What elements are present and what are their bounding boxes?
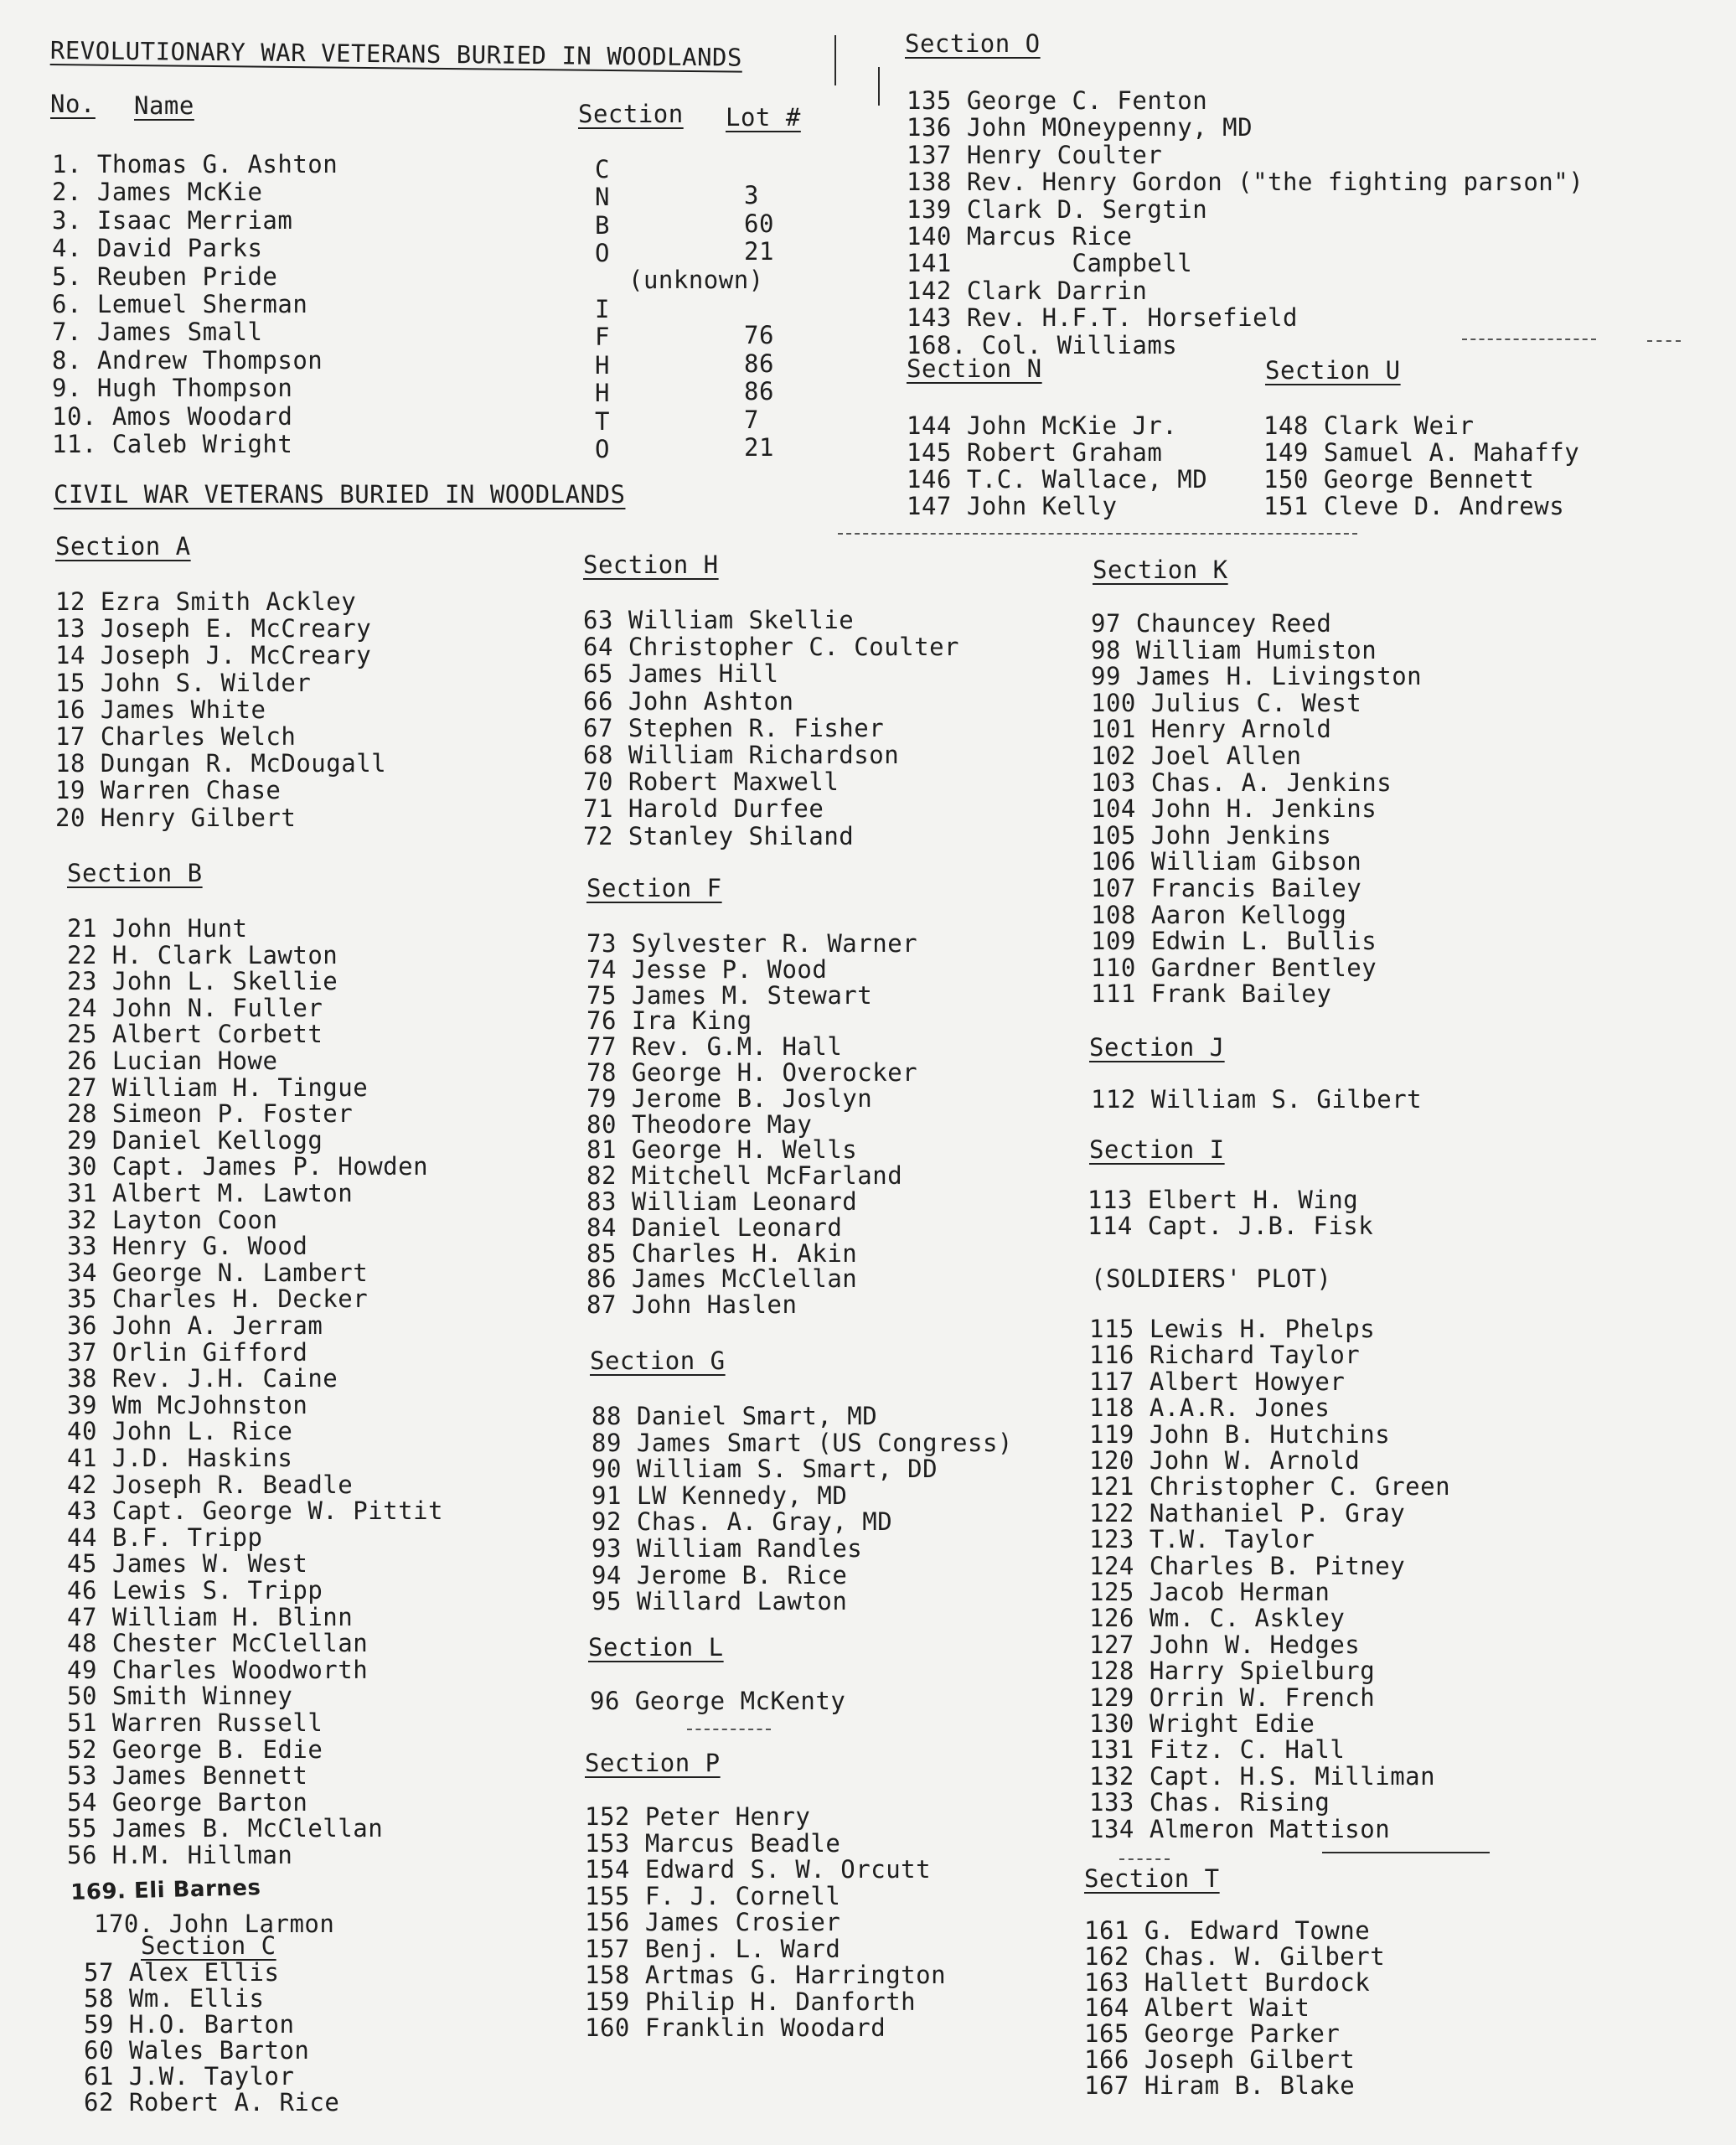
veteran-entry: 98 William Humiston [1091, 635, 1377, 664]
revolutionary-row-section: N [595, 183, 610, 212]
header-no: No. [50, 90, 96, 118]
veteran-entry: 143 Rev. H.F.T. Horsefield [907, 303, 1298, 333]
entry-169: 169. Eli Barnes [70, 1875, 261, 1905]
section-t-heading: Section T [1084, 1864, 1220, 1893]
revolutionary-row-name: 2. James McKie [52, 178, 263, 207]
veteran-entry: 21 John Hunt [67, 914, 248, 943]
separator-line [838, 533, 1357, 535]
veteran-entry: 118 A.A.R. Jones [1089, 1393, 1330, 1423]
revolutionary-row-name: 5. Reuben Pride [52, 261, 278, 291]
veteran-entry: 77 Rev. G.M. Hall [586, 1032, 843, 1062]
veteran-entry: 30 Capt. James P. Howden [67, 1152, 429, 1181]
veteran-entry: 16 James White [55, 695, 266, 724]
veteran-entry: 43 Capt. George W. Pittit [67, 1496, 443, 1526]
veteran-entry: 60 Wales Barton [84, 2036, 310, 2065]
veteran-entry: 155 F. J. Cornell [585, 1881, 841, 1910]
veteran-entry: 75 James M. Stewart [586, 980, 873, 1010]
veteran-entry: 106 William Gibson [1091, 847, 1362, 876]
veteran-entry: 83 William Leonard [586, 1187, 858, 1216]
veteran-entry: 28 Simeon P. Foster [67, 1099, 354, 1129]
section-a-heading: Section A [55, 532, 191, 561]
section-n-heading: Section N [907, 354, 1042, 383]
veteran-entry: 141 Campbell [907, 249, 1193, 278]
veteran-entry: 76 Ira King [586, 1006, 752, 1036]
revolutionary-row-lot: 60 [744, 209, 774, 238]
veteran-entry: 72 Stanley Shiland [583, 821, 855, 850]
veteran-entry: 41 J.D. Haskins [67, 1444, 293, 1472]
veteran-entry: 96 George McKenty [590, 1687, 846, 1715]
section-i-heading: Section I [1089, 1135, 1225, 1164]
veteran-entry: 112 William S. Gilbert [1091, 1085, 1423, 1114]
revolutionary-row-name: 1. Thomas G. Ashton [52, 150, 338, 178]
veteran-entry: 78 George H. Overocker [586, 1058, 918, 1087]
veteran-entry: 90 William S. Smart, DD [592, 1455, 938, 1484]
veteran-entry: 166 Joseph Gilbert [1084, 2045, 1356, 2074]
veteran-entry: 115 Lewis H. Phelps [1089, 1315, 1376, 1343]
separator-line [1647, 340, 1681, 342]
veteran-entry: 102 Joel Allen [1091, 742, 1302, 770]
veteran-entry: 47 William H. Blinn [67, 1602, 354, 1631]
veteran-entry: 51 Warren Russell [67, 1708, 323, 1737]
section-j-heading: Section J [1089, 1033, 1225, 1062]
revolutionary-row-name: 6. Lemuel Sherman [52, 290, 308, 318]
veteran-entry: 140 Marcus Rice [907, 222, 1133, 251]
veteran-entry: 111 Frank Bailey [1091, 979, 1332, 1009]
section-b-heading: Section B [67, 859, 203, 887]
revolutionary-row-name: 3. Isaac Merriam [52, 205, 293, 235]
veteran-entry: 22 H. Clark Lawton [67, 940, 338, 969]
veteran-entry: 148 Clark Weir [1263, 411, 1475, 440]
veteran-entry: 49 Charles Woodworth [67, 1655, 369, 1684]
veteran-entry: 79 Jerome B. Joslyn [586, 1083, 873, 1113]
veteran-entry: 127 John W. Hedges [1089, 1630, 1361, 1659]
separator-line [687, 1729, 771, 1730]
section-f-heading: Section F [586, 874, 722, 902]
veteran-entry: 59 H.O. Barton [84, 2010, 295, 2039]
veteran-entry: 156 James Crosier [585, 1908, 841, 1936]
veteran-entry: 120 John W. Arnold [1089, 1446, 1361, 1475]
veteran-entry: 138 Rev. Henry Gordon ("the fighting parson") [907, 168, 1584, 197]
veteran-entry: 20 Henry Gilbert [55, 803, 297, 832]
veteran-entry: 54 George Barton [67, 1787, 308, 1817]
veteran-entry: 91 LW Kennedy, MD [592, 1481, 848, 1510]
separator-line [1119, 1858, 1170, 1860]
veteran-entry: 67 Stephen R. Fisher [583, 713, 885, 742]
veteran-entry: 73 Sylvester R. Warner [586, 929, 918, 958]
revolutionary-row-lot: 7 [744, 405, 759, 434]
veteran-entry: 18 Dungan R. McDougall [55, 749, 387, 778]
veteran-entry: 35 Charles H. Decker [67, 1284, 369, 1314]
veteran-entry: 134 Almeron Mattison [1089, 1814, 1391, 1843]
veteran-entry: 71 Harold Durfee [583, 794, 824, 824]
veteran-entry: 17 Charles Welch [55, 722, 297, 751]
veteran-entry: 34 George N. Lambert [67, 1258, 369, 1287]
revolutionary-row-lot: 86 [744, 377, 774, 406]
divider-line [834, 35, 836, 85]
veteran-entry: 68 William Richardson [583, 741, 900, 769]
veteran-entry: 82 Mitchell McFarland [586, 1161, 903, 1191]
veteran-entry: 108 Aaron Kellogg [1091, 900, 1347, 929]
veteran-entry: 44 B.F. Tripp [67, 1522, 263, 1552]
veteran-entry: 161 G. Edward Towne [1084, 1916, 1371, 1945]
revolutionary-row-section: F [595, 323, 610, 352]
veteran-entry: 105 John Jenkins [1091, 820, 1332, 850]
veteran-entry: 26 Lucian Howe [67, 1047, 278, 1075]
veteran-entry: 129 Orrin W. French [1089, 1682, 1376, 1712]
veteran-entry: 167 Hiram B. Blake [1084, 2070, 1356, 2100]
revolutionary-row-name: 8. Andrew Thompson [52, 345, 323, 375]
veteran-entry: 58 Wm. Ellis [84, 1984, 265, 2013]
revolutionary-row-lot: 21 [744, 433, 774, 462]
veteran-entry: 157 Benj. L. Ward [585, 1934, 841, 1963]
veteran-entry: 74 Jesse P. Wood [586, 954, 828, 984]
veteran-entry: 23 John L. Skellie [67, 967, 338, 996]
veteran-entry: 94 Jerome B. Rice [592, 1560, 848, 1589]
veteran-entry: 137 Henry Coulter [907, 140, 1163, 169]
veteran-entry: 128 Harry Spielburg [1089, 1657, 1376, 1686]
veteran-entry: 122 Nathaniel P. Gray [1089, 1498, 1406, 1527]
veteran-entry: 150 George Bennett [1263, 465, 1535, 494]
revolutionary-row-section: T [595, 406, 610, 436]
veteran-entry: 12 Ezra Smith Ackley [55, 587, 357, 616]
veteran-entry: 107 Francis Bailey [1091, 874, 1362, 902]
veteran-entry: 165 George Parker [1084, 2019, 1341, 2049]
veteran-entry: 164 Albert Wait [1084, 1993, 1310, 2023]
revolutionary-row-section: O [595, 435, 610, 463]
veteran-entry: 53 James Bennett [67, 1761, 308, 1791]
veteran-entry: 40 John L. Rice [67, 1417, 293, 1446]
veteran-entry: 87 John Haslen [586, 1290, 798, 1320]
section-g-heading: Section G [590, 1346, 726, 1375]
header-name: Name [134, 91, 194, 120]
veteran-entry: 125 Jacob Herman [1089, 1578, 1330, 1606]
veteran-entry: 66 John Ashton [583, 686, 794, 716]
veteran-entry: 160 Franklin Woodard [585, 2013, 886, 2042]
veteran-entry: 13 Joseph E. McCreary [55, 614, 372, 644]
revolutionary-row-lot: 3 [744, 181, 759, 210]
veteran-entry: 32 Layton Coon [67, 1205, 278, 1234]
veteran-entry: 64 Christopher C. Coulter [583, 633, 959, 662]
revolutionary-row-name: 9. Hugh Thompson [52, 374, 293, 403]
veteran-entry: 95 Willard Lawton [592, 1587, 848, 1616]
revolutionary-title: REVOLUTIONARY WAR VETERANS BURIED IN WOODLANDS [49, 36, 743, 72]
veteran-entry: 33 Henry G. Wood [67, 1232, 308, 1261]
section-o-heading: Section O [905, 29, 1041, 58]
veteran-entry: 19 Warren Chase [55, 776, 282, 805]
veteran-entry: 119 John B. Hutchins [1089, 1419, 1391, 1449]
veteran-entry: 130 Wright Edie [1089, 1709, 1315, 1738]
veteran-entry: 50 Smith Winney [67, 1682, 293, 1711]
veteran-entry: 84 Daniel Leonard [586, 1212, 843, 1242]
veteran-entry: 168. Col. Williams [907, 330, 1178, 359]
veteran-entry: 81 George H. Wells [586, 1135, 858, 1165]
veteran-entry: 39 Wm McJohnston [67, 1390, 308, 1419]
revolutionary-row-section: B [595, 210, 610, 240]
veteran-entry: 25 Albert Corbett [67, 1020, 323, 1049]
veteran-entry: 131 Fitz. C. Hall [1089, 1735, 1346, 1765]
section-k-heading: Section K [1093, 556, 1228, 584]
veteran-entry: 36 John A. Jerram [67, 1311, 323, 1340]
entry-170: 170. John Larmon [94, 1910, 335, 1938]
revolutionary-row-section: H [595, 379, 610, 408]
veteran-entry: 88 Daniel Smart, MD [592, 1402, 878, 1430]
veteran-entry: 146 T.C. Wallace, MD [907, 465, 1208, 494]
veteran-entry: 97 Chauncey Reed [1091, 609, 1332, 638]
veteran-entry: 92 Chas. A. Gray, MD [592, 1507, 893, 1537]
veteran-entry: 158 Artmas G. Harrington [585, 1961, 947, 1989]
veteran-entry: 135 George C. Fenton [907, 86, 1208, 115]
veteran-entry: 89 James Smart (US Congress) [592, 1428, 1013, 1457]
veteran-entry: 145 Robert Graham [907, 438, 1163, 467]
veteran-entry: 133 Chas. Rising [1089, 1788, 1330, 1817]
veteran-entry: 126 Wm. C. Askley [1089, 1604, 1346, 1633]
veteran-entry: 114 Capt. J.B. Fisk [1088, 1212, 1374, 1240]
veteran-entry: 136 John MOneypenny, MD [907, 113, 1253, 142]
veteran-entry: 153 Marcus Beadle [585, 1828, 841, 1858]
veteran-entry: 117 Albert Howyer [1089, 1367, 1346, 1396]
veteran-entry: 163 Hallett Burdock [1084, 1967, 1371, 1997]
veteran-entry: 100 Julius C. West [1091, 688, 1362, 717]
soldiers-plot-label: (SOLDIERS' PLOT) [1091, 1264, 1332, 1293]
veteran-entry: 104 John H. Jenkins [1091, 794, 1377, 824]
veteran-entry: 121 Christopher C. Green [1089, 1472, 1451, 1502]
veteran-entry: 147 John Kelly [907, 492, 1118, 520]
veteran-entry: 31 Albert M. Lawton [67, 1179, 354, 1207]
veteran-entry: 113 Elbert H. Wing [1088, 1186, 1359, 1214]
veteran-entry: 48 Chester McClellan [67, 1629, 369, 1658]
veteran-entry: 57 Alex Ellis [84, 1958, 280, 1987]
veteran-entry: 103 Chas. A. Jenkins [1091, 768, 1392, 797]
revolutionary-row-name: 11. Caleb Wright [52, 430, 293, 458]
revolutionary-row-lot: (unknown) [628, 265, 764, 294]
veteran-entry: 99 James H. Livingston [1091, 662, 1423, 691]
section-l-heading: Section L [588, 1633, 724, 1662]
veteran-entry: 116 Richard Taylor [1089, 1341, 1361, 1370]
revolutionary-row-lot: 86 [744, 349, 774, 378]
header-section: Section [578, 100, 684, 128]
divider-line [878, 67, 880, 106]
revolutionary-row-section: O [595, 239, 610, 268]
section-h-heading: Section H [583, 550, 719, 579]
veteran-entry: 24 John N. Fuller [67, 993, 323, 1022]
veteran-entry: 86 James McClellan [586, 1264, 858, 1294]
veteran-entry: 154 Edward S. W. Orcutt [585, 1855, 932, 1884]
veteran-entry: 14 Joseph J. McCreary [55, 641, 372, 670]
civil-war-title: CIVIL WAR VETERANS BURIED IN WOODLANDS [54, 480, 626, 509]
veteran-entry: 142 Clark Darrin [907, 276, 1148, 305]
veteran-entry: 110 Gardner Bentley [1091, 953, 1377, 982]
veteran-entry: 93 William Randles [592, 1534, 863, 1563]
veteran-entry: 85 Charles H. Akin [586, 1238, 858, 1268]
veteran-entry: 101 Henry Arnold [1091, 715, 1332, 744]
veteran-entry: 65 James Hill [583, 659, 779, 689]
revolutionary-row-lot: 21 [744, 237, 774, 266]
veteran-entry: 63 William Skellie [583, 606, 855, 634]
veteran-entry: 55 James B. McClellan [67, 1814, 384, 1843]
veteran-entry: 123 T.W. Taylor [1089, 1525, 1315, 1554]
revolutionary-row-lot: 76 [744, 321, 774, 350]
veteran-entry: 151 Cleve D. Andrews [1263, 492, 1565, 520]
veteran-entry: 80 Theodore May [586, 1109, 813, 1139]
veteran-entry: 46 Lewis S. Tripp [67, 1576, 323, 1605]
veteran-entry: 62 Robert A. Rice [84, 2088, 340, 2117]
veteran-entry: 162 Chas. W. Gilbert [1084, 1941, 1386, 1971]
veteran-entry: 61 J.W. Taylor [84, 2062, 295, 2091]
veteran-entry: 37 Orlin Gifford [67, 1337, 308, 1367]
section-c-heading: Section C [141, 1931, 276, 1960]
veteran-entry: 144 John McKie Jr. [907, 411, 1178, 440]
veteran-entry: 139 Clark D. Sergtin [907, 194, 1208, 224]
veteran-entry: 27 William H. Tingue [67, 1072, 369, 1102]
veteran-entry: 149 Samuel A. Mahaffy [1263, 438, 1580, 467]
veteran-entry: 159 Philip H. Danforth [585, 1987, 917, 2016]
veteran-entry: 109 Edwin L. Bullis [1091, 927, 1377, 956]
revolutionary-row-section: I [595, 295, 610, 323]
header-lot: Lot # [726, 103, 801, 132]
veteran-entry: 56 H.M. Hillman [67, 1841, 293, 1869]
veteran-entry: 38 Rev. J.H. Caine [67, 1364, 338, 1393]
revolutionary-row-name: 10. Amos Woodard [52, 401, 293, 431]
section-u-heading: Section U [1265, 356, 1401, 385]
veteran-entry: 52 George B. Edie [67, 1734, 323, 1764]
revolutionary-row-name: 7. James Small [52, 318, 263, 347]
veteran-entry: 45 James W. West [67, 1549, 308, 1579]
veteran-entry: 124 Charles B. Pitney [1089, 1551, 1406, 1580]
veteran-entry: 132 Capt. H.S. Milliman [1089, 1761, 1436, 1791]
section-p-heading: Section P [585, 1749, 721, 1777]
revolutionary-row-section: C [595, 155, 610, 183]
separator-line [1462, 339, 1596, 340]
revolutionary-row-name: 4. David Parks [52, 234, 263, 263]
revolutionary-row-section: H [595, 350, 610, 380]
veteran-entry: 70 Robert Maxwell [583, 768, 840, 797]
veteran-entry: 152 Peter Henry [585, 1802, 811, 1831]
veteran-entry: 29 Daniel Kellogg [67, 1125, 323, 1155]
veteran-entry: 42 Joseph R. Beadle [67, 1470, 354, 1499]
veteran-entry: 15 John S. Wilder [55, 668, 312, 697]
separator-line [1322, 1852, 1490, 1853]
